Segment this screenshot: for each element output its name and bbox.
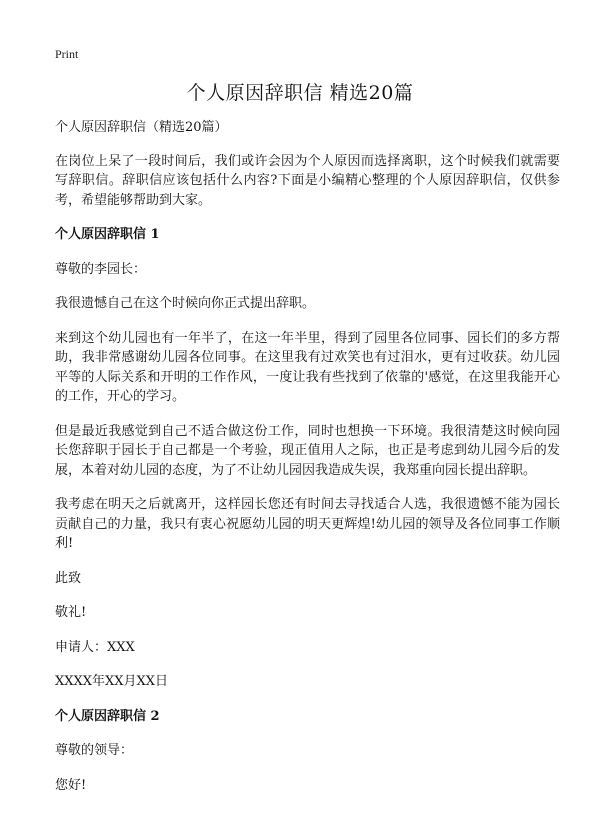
document-body bbox=[55, 118, 560, 795]
letter-2-greeting: 您好! bbox=[55, 777, 87, 793]
letter-1-applicant: 申请人：XXX bbox=[55, 639, 135, 655]
letter-1-salutation: 尊敬的李园长： bbox=[55, 261, 147, 277]
print-link[interactable]: Print bbox=[55, 47, 79, 61]
letter-2-salutation: 尊敬的领导： bbox=[55, 743, 134, 758]
letter-1-closing-1: 此致 bbox=[55, 570, 82, 586]
letter-1-paragraph-2: 来到这个幼儿园也有一年半了，在这一年半里，得到了园里各位同事、园长们的多方帮助，我非常感谢幼儿园各位同事。在这里我有过欢笑也有过泪水，更有过收获。幼儿园平等的人际关系和开明的工作作风，一度让我有些找到了依靠的'感觉，在这里我能开心的工作，开心的学习。 bbox=[55, 330, 560, 404]
letter-1-paragraph-4: 我考虑在明天之后就离开，这样园长您还有时间去寻找适合人选，我很遗憾不能为园长贡献自己的力量，我只有衷心祝愿幼儿园的明天更辉煌!幼儿园的领导及各位同事工作顺利! bbox=[55, 497, 560, 551]
document-title: 个人原因辞职信 精选20篇 bbox=[186, 82, 414, 104]
letter-2-heading: 个人原因辞职信 2 bbox=[55, 708, 160, 724]
document-subtitle: 个人原因辞职信（精选20篇） bbox=[55, 120, 228, 135]
letter-1-paragraph-1: 我很遗憾自己在这个时候向你正式提出辞职。 bbox=[55, 296, 316, 311]
intro-paragraph: 在岗位上呆了一段时间后，我们或许会因为个人原因而选择离职，这个时候我们就需要写辞职信。辞职信应该包括什么内容?下面是小编精心整理的个人原因辞职信，仅供参考，希望能够帮助到大家。 bbox=[55, 153, 560, 208]
letter-1-heading: 个人原因辞职信 1 bbox=[55, 227, 160, 242]
letter-1-closing-2: 敬礼! bbox=[55, 605, 87, 620]
letter-1-paragraph-3: 但是最近我感觉到自己不适合做这份工作，同时也想换一下环境。我很清楚这时候向园长您辞职于园长于自己都是一个考验，现正值用人之际，也正是考虑到幼儿园今后的发展，本着对幼儿园的态度，为了不让幼儿园因我造成失误，我郑重向园长提出辞职。 bbox=[55, 423, 560, 478]
letter-1-date: XXXX年XX月XX日 bbox=[55, 674, 169, 689]
